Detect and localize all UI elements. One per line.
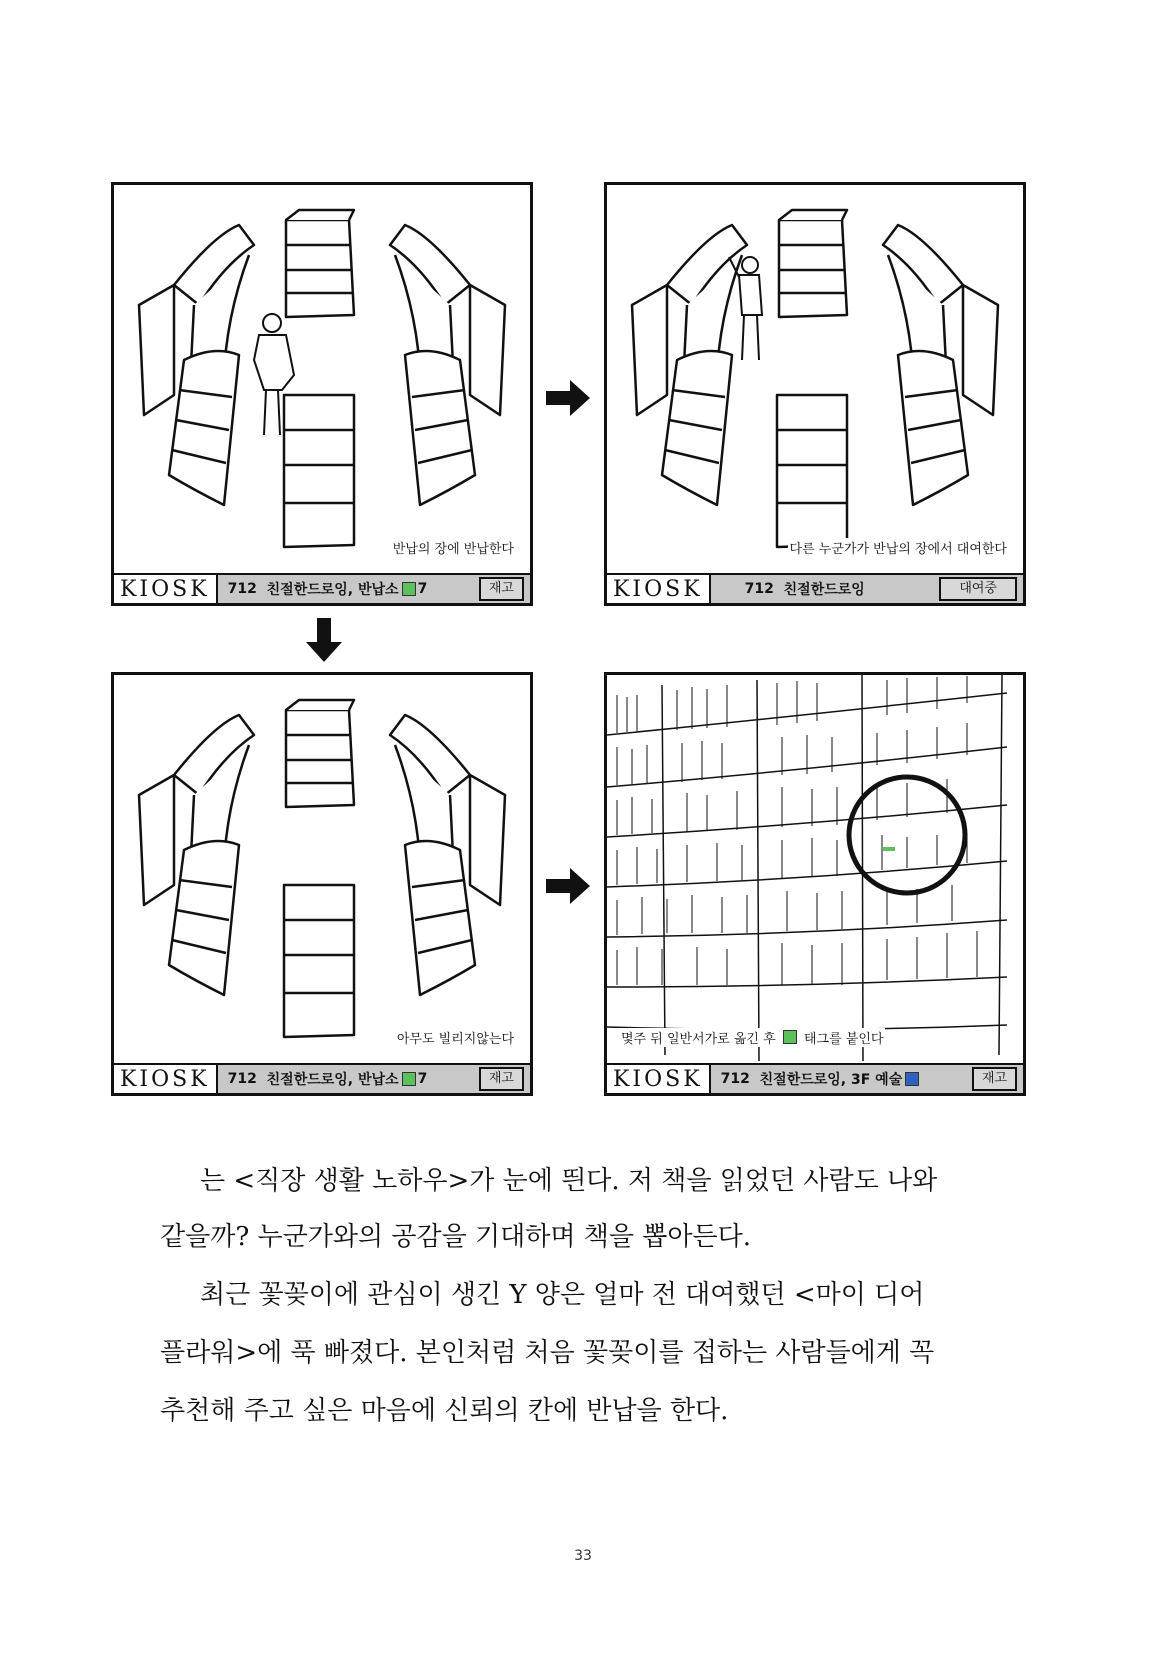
book-info bbox=[218, 579, 428, 599]
stock-button[interactable]: 재고 bbox=[972, 1067, 1017, 1091]
caption-before: 몇주 뒤 일반서가로 옮긴 후 bbox=[621, 1032, 776, 1047]
body-line: 추천해 주고 싶은 마음에 신뢰의 칸에 반납을 한다. bbox=[160, 1396, 729, 1426]
green-tag-icon bbox=[402, 582, 416, 596]
blue-tag-icon bbox=[905, 1072, 919, 1086]
book-code: 712 bbox=[227, 581, 257, 597]
book-count: 7 bbox=[417, 1071, 428, 1087]
bookshelf-circle-illustration bbox=[114, 185, 530, 571]
book-code: 712 bbox=[720, 1071, 750, 1087]
panel-return-zone bbox=[111, 182, 533, 606]
panel-caption: 아무도 빌리지않는다 bbox=[395, 1028, 516, 1047]
panel-general-shelf bbox=[604, 672, 1026, 1096]
panel-not-borrowed bbox=[111, 672, 533, 1096]
book-info bbox=[711, 1069, 922, 1089]
arrow-right-icon bbox=[546, 380, 590, 416]
caption-after: 태그를 붙인다 bbox=[803, 1032, 884, 1047]
panel-caption: 반납의 장에 반납한다 bbox=[391, 538, 516, 557]
body-line: 같을까? 누군가와의 공감을 기대하며 책을 뽑아든다. bbox=[160, 1222, 751, 1252]
kiosk-status-bar bbox=[114, 1063, 530, 1093]
stock-button[interactable]: 재고 bbox=[479, 577, 524, 601]
body-line: 최근 꽃꽂이에 관심이 생긴 Y 양은 얼마 전 대여했던 <마이 디어 bbox=[200, 1280, 925, 1310]
green-tag-icon bbox=[783, 1030, 797, 1044]
green-tag-icon bbox=[402, 1072, 416, 1086]
body-line: 는 <직장 생활 노하우>가 눈에 띈다. 저 책을 읽었던 사람도 나와 bbox=[200, 1166, 938, 1196]
panel-caption bbox=[619, 1028, 885, 1047]
book-code: 712 bbox=[227, 1071, 257, 1087]
book-title: 친절한드로잉, 3F 예술 bbox=[759, 1072, 903, 1088]
book-count: 7 bbox=[417, 581, 428, 597]
body-line: 플라워>에 푹 빠졌다. 본인처럼 처음 꽃꽂이를 접하는 사람들에게 꼭 bbox=[160, 1338, 935, 1368]
book-title: 친절한드로잉, 반납소 bbox=[266, 582, 399, 598]
arrow-down-icon bbox=[306, 618, 342, 662]
arrow-right-icon bbox=[546, 868, 590, 904]
book-info bbox=[218, 1069, 428, 1089]
panel-borrow bbox=[604, 182, 1026, 606]
kiosk-status-bar bbox=[114, 573, 530, 603]
book-info bbox=[711, 579, 865, 599]
kiosk-logo: KIOSK bbox=[114, 575, 218, 603]
on-loan-button[interactable]: 대여중 bbox=[939, 577, 1017, 601]
kiosk-logo: KIOSK bbox=[607, 1065, 711, 1093]
general-bookshelf-illustration bbox=[607, 675, 1023, 1061]
kiosk-logo: KIOSK bbox=[607, 575, 711, 603]
kiosk-status-bar bbox=[607, 1063, 1023, 1093]
panel-caption: 다른 누군가가 반납의 장에서 대여한다 bbox=[788, 538, 1009, 557]
page-number: 33 bbox=[574, 1548, 592, 1564]
book-title: 친절한드로잉, 반납소 bbox=[266, 1072, 399, 1088]
book-code: 712 bbox=[744, 581, 774, 597]
book-title: 친절한드로잉 bbox=[783, 582, 865, 598]
bookshelf-circle-illustration bbox=[114, 675, 530, 1061]
kiosk-logo: KIOSK bbox=[114, 1065, 218, 1093]
bookshelf-circle-illustration bbox=[607, 185, 1023, 571]
kiosk-status-bar bbox=[607, 573, 1023, 603]
stock-button[interactable]: 재고 bbox=[479, 1067, 524, 1091]
